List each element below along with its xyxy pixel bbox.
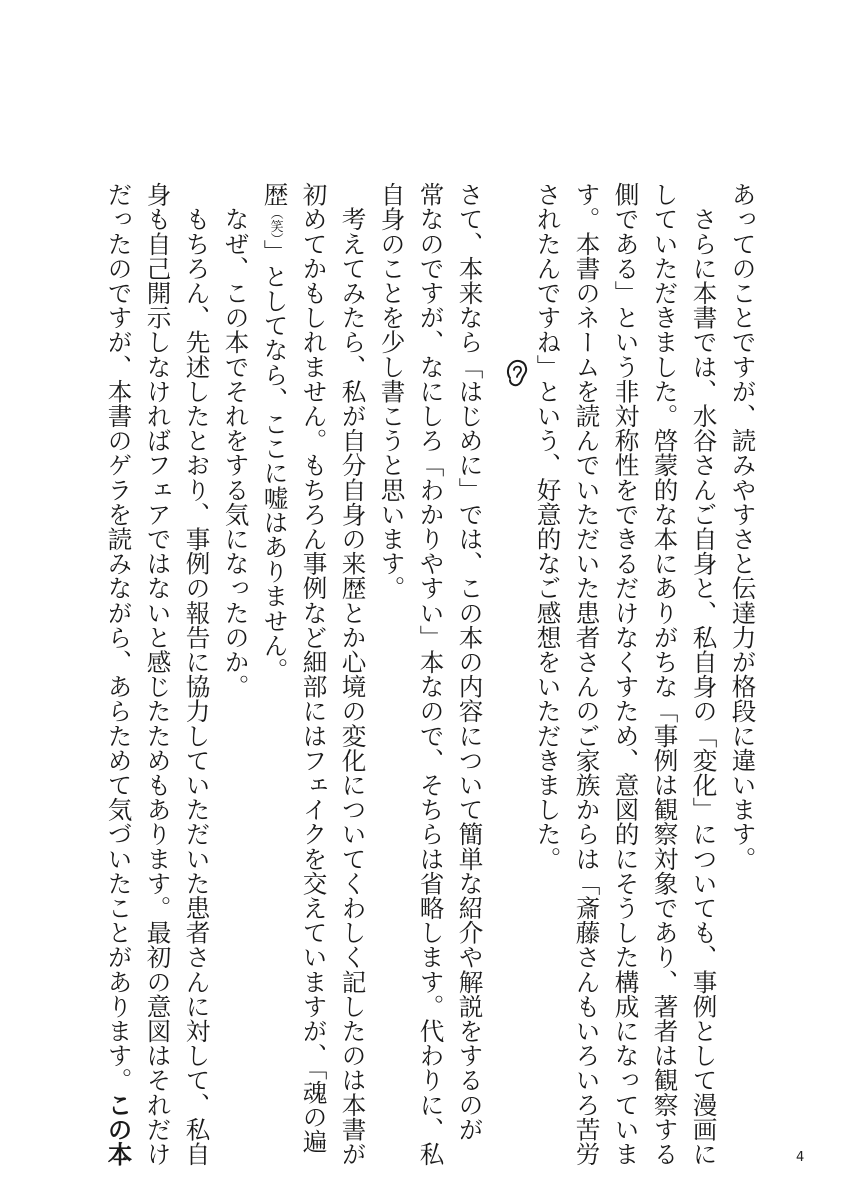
- text-column: す。本書のネームを読んでいただいた患者さんのご家族からは「斎藤さんもいろいろ苦労: [572, 182, 602, 1166]
- emphasized-phrase: この本: [104, 1092, 134, 1167]
- text-column: もちろん、先述したとおり、事例の報告に協力していただいた患者さんに対して、私自: [182, 182, 212, 1166]
- text-column: あってのことですが、読みやすさと伝達力が格段に違います。: [728, 182, 758, 871]
- text-column: 初めてかもしれません。もちろん事例など細部にはフェイクを交えていますが、「魂の遍: [299, 182, 329, 1154]
- text-column: なぜ、この本でそれをする気になったのか。: [221, 182, 251, 699]
- text-column: 考えてみたら、私が自分自身の来歴とか心境の変化についてくわしく記したのは本書が: [338, 182, 368, 1166]
- text-column: [104, 182, 134, 1167]
- column-text: だったのですが、本書のゲラを読みながら、あらためて気づいたことがあります。: [104, 182, 134, 1093]
- laugh-annotation: （笑）: [267, 206, 283, 240]
- text-column: さて、本来なら「はじめに」では、この本の内容について簡単な紹介や解説をするのが: [455, 182, 485, 1142]
- ear-icon: [504, 358, 530, 388]
- text-column: さらに本書では、水谷さんご自身と、私自身の「変化」についても、事例として漫画に: [689, 182, 719, 1166]
- text-column: 常なのですが、なにしろ「わかりやすい」本なので、そちらは省略します。代わりに、私: [416, 182, 446, 1166]
- text-column: していただきました。啓蒙的な本にありがちな「事例は観察対象であり、著者は観察する: [650, 182, 680, 1166]
- text-column: [260, 182, 290, 682]
- text-column: 側である」という非対称性をできるだけなくすため、意図的にそうした構成になっていま: [611, 182, 641, 1166]
- text-column: 身も自己開示しなければフェアではないと感じたためもあります。最初の意図はそれだけ: [143, 182, 173, 1166]
- column-text-end: 」としてなら、ここに嘘はありません。: [260, 239, 290, 682]
- column-text-start: 歴: [260, 182, 290, 207]
- page-number: 4: [796, 1150, 805, 1165]
- text-column: 自身のことを少し書こうと思います。: [377, 182, 407, 601]
- text-column: されたんですね」という、好意的なご感想をいただきました。: [533, 182, 563, 871]
